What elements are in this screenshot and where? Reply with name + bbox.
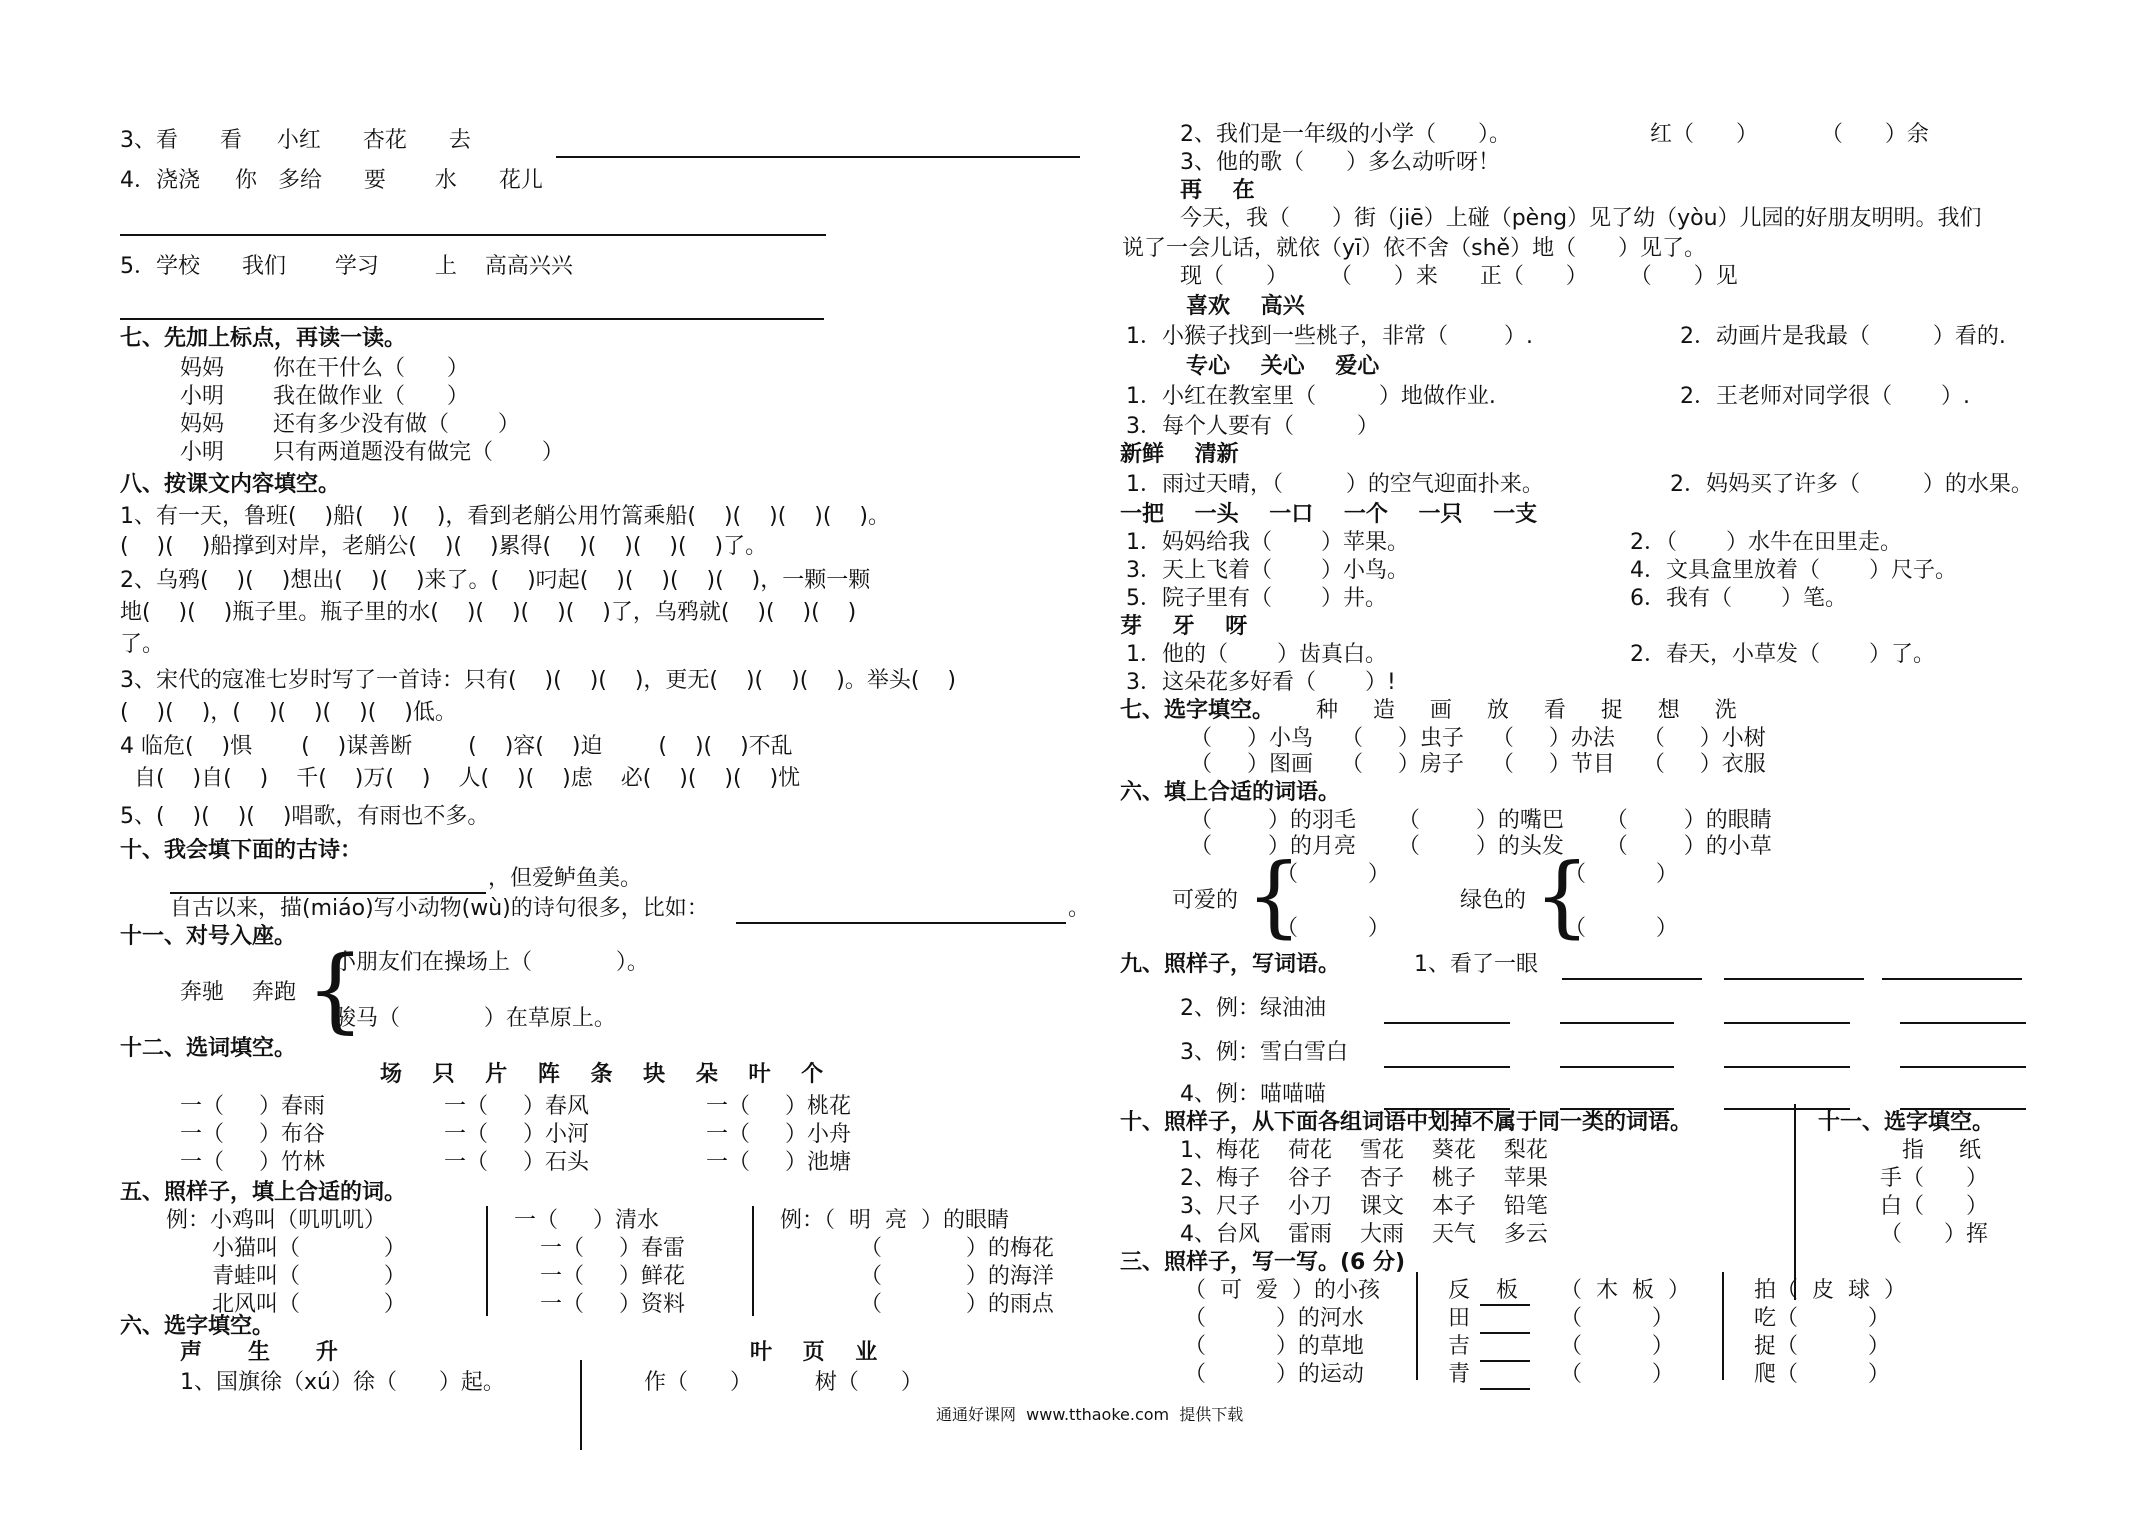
word-choices: 叶 页 业: [750, 1340, 878, 1365]
answer-line: [1560, 1066, 1674, 1068]
answer-line: [1384, 1066, 1510, 1068]
fill-item: 现（ ） （ ）来 正（ ） （ ）见: [1180, 264, 1738, 289]
answer-line: [120, 234, 826, 236]
measure-item: 一（ ）石头: [444, 1150, 589, 1175]
section-title: 六、选字填空。: [120, 1314, 275, 1339]
section-title: 十二、选词填空。: [120, 1036, 297, 1061]
poem-prompt: 自古以来，描(miáo)写小动物(wù)的诗句很多，比如：: [170, 896, 709, 921]
example-item: 例：小鸡叫（叽叽叽）: [166, 1208, 387, 1233]
fill-item: （ ）: [1276, 916, 1390, 941]
word-choices: 种 造 画 放 看 捉 想 洗: [1316, 698, 1737, 723]
answer-line: [1480, 1388, 1530, 1390]
divider: [1416, 1272, 1418, 1380]
word-choices: 指 纸: [1902, 1138, 1981, 1163]
measure-item: 一（ ）池塘: [706, 1150, 851, 1175]
word-row: 3、尺子 小刀 课文 本子 铅笔: [1180, 1194, 1548, 1219]
fill-item: 白（ ）: [1880, 1194, 1988, 1219]
section-title: 七、先加上标点，再读一读。: [120, 326, 407, 351]
dialogue-line: 小明 我在做作业（ ）: [180, 384, 469, 409]
fill-item: 一（ ）鲜花: [540, 1264, 685, 1289]
word-row: 2、梅子 谷子 杏子 桃子 苹果: [1180, 1166, 1548, 1191]
fill-line: 1、有一天，鲁班( )船( )( )，看到老艄公用竹篙乘船( )( )( )( )。: [120, 504, 890, 529]
question-5: 5．学校 我们 学习 上 高高兴兴: [120, 254, 573, 279]
radical-char: 田: [1448, 1306, 1471, 1331]
answer-line: [1480, 1360, 1530, 1362]
fill-item: 5．院子里有（ ）井。: [1126, 586, 1387, 611]
fill-row: （ ）小鸟 （ ）虫子 （ ）办法 （ ）小树: [1190, 726, 1766, 751]
fill-item: 1．雨过天晴，（ ）的空气迎面扑来。: [1126, 472, 1544, 497]
footer-text: 通通好课网 www.tthaoke.com 提供下载: [936, 1405, 1244, 1424]
divider: [486, 1206, 488, 1316]
fill-item: 3．每个人要有（ ）: [1126, 414, 1379, 439]
fill-item: 一（ ）春雷: [540, 1236, 685, 1261]
measure-item: 一（ ）春风: [444, 1094, 589, 1119]
fill-item: （ ）: [1276, 862, 1390, 887]
answer-line: [1900, 1022, 2026, 1024]
sentence: 小朋友们在操场上（ ）。: [334, 950, 649, 975]
example-item: 4、例：喵喵喵: [1180, 1082, 1326, 1107]
fill-item: 一（ ）清水: [514, 1208, 659, 1233]
word-choices: 一把 一头 一口 一个 一只 一支: [1120, 502, 1538, 527]
section-title: 十、照样子，从下面各组词语中划掉不属于同一类的词语。: [1120, 1110, 1693, 1135]
answer-line: [170, 892, 486, 894]
fill-line: 5、( )( )( )唱歌，有雨也不多。: [120, 804, 490, 829]
paragraph-line: 今天，我（ ）街（jiē）上碰（pèng）见了幼（yòu）儿园的好朋友明明。我们: [1180, 206, 1982, 231]
section-title: 八、按课文内容填空。: [120, 472, 341, 497]
answer-line: [1900, 1066, 2026, 1068]
fill-item: （ ）的河水: [1184, 1306, 1364, 1331]
fill-line: 自( )自( ) 千( )万( ) 人( )( )虑 必( )( )( )忧: [120, 766, 801, 791]
question-3: 3、看 看 小红 杏花 去: [120, 128, 471, 153]
divider: [1722, 1272, 1724, 1380]
fill-item: 1．小猴子找到一些桃子，非常（ ）.: [1126, 324, 1533, 349]
fill-row: （ ）图画 （ ）房子 （ ）节目 （ ）衣服: [1190, 752, 1766, 777]
example-item: 2、例：绿油油: [1180, 996, 1326, 1021]
example-item: 例：（ 明 亮 ）的眼睛: [780, 1208, 1009, 1233]
fill-line: 2、乌鸦( )( )想出( )( )来了。( )叼起( )( )( )( )，一颗一颗: [120, 568, 871, 593]
example-item: 3、例：雪白雪白: [1180, 1040, 1348, 1065]
paragraph-line: 说了一会儿话，就依（yī）依不舍（shě）地（ ）见了。: [1122, 236, 1707, 261]
example-char: 板: [1496, 1278, 1519, 1303]
word-row: 4、台风 雷雨 大雨 天气 多云: [1180, 1222, 1548, 1247]
fill-item: 拍（ 皮 球 ）: [1754, 1278, 1906, 1303]
divider: [580, 1360, 582, 1450]
measure-item: 一（ ）竹林: [180, 1150, 325, 1175]
word-choices: 再 在: [1180, 178, 1255, 203]
brace-icon: {: [1534, 844, 1590, 947]
fill-item: 捉（ ）: [1754, 1334, 1890, 1359]
word-choices: 场 只 片 阵 条 块 朵 叶 个: [380, 1062, 824, 1087]
brace-icon: {: [1246, 844, 1302, 947]
measure-item: 一（ ）布谷: [180, 1122, 325, 1147]
fill-item: 1．他的（ ）齿真白。: [1126, 642, 1387, 667]
word-choices: 奔驰 奔跑: [180, 980, 296, 1005]
fill-item: 吃（ ）: [1754, 1306, 1890, 1331]
answer-line: [1384, 1022, 1510, 1024]
fill-line: 地( )( )瓶子里。瓶子里的水( )( )( )( )了，乌鸦就( )( )( ): [120, 600, 857, 625]
divider: [752, 1206, 754, 1316]
word-choices: 喜欢 高兴: [1186, 294, 1305, 319]
fill-item: （ ）的雨点: [860, 1292, 1054, 1317]
answer-line: [1480, 1332, 1530, 1334]
brace-icon: {: [306, 936, 365, 1043]
section-title: 七、选字填空。: [1120, 698, 1275, 723]
answer-line: [1562, 978, 1702, 980]
fill-item: 2．春天，小草发（ ）了。: [1630, 642, 1935, 667]
sentence: 骏马（ ）在草原上。: [334, 1006, 616, 1031]
fill-item: （ ）: [1560, 1362, 1674, 1387]
fill-item: 3．这朵花多好看（ ）!: [1126, 670, 1396, 695]
fill-item: 手（ ）: [1880, 1166, 1988, 1191]
example-item: 1、看了一眼: [1414, 952, 1538, 977]
fill-item: （ ）: [1564, 862, 1678, 887]
fill-item: （ 可 爱 ）的小孩: [1184, 1278, 1380, 1303]
word-row: 1、梅花 荷花 雪花 葵花 梨花: [1180, 1138, 1548, 1163]
fill-item: 1．妈妈给我（ ）苹果。: [1126, 530, 1409, 555]
measure-item: 一（ ）小河: [444, 1122, 589, 1147]
fill-row: （ ）的月亮 （ ）的头发 （ ）的小草: [1190, 834, 1772, 859]
fill-line: ( )( )船撑到对岸，老艄公( )( )累得( )( )( )( )了。: [120, 534, 768, 559]
fill-item: 爬（ ）: [1754, 1362, 1890, 1387]
answer-line: [736, 922, 1066, 924]
fill-item: 2．妈妈买了许多（ ）的水果。: [1670, 472, 2033, 497]
fill-item: （ ）: [1560, 1334, 1674, 1359]
answer-line: [1724, 1022, 1850, 1024]
fill-item: 3、他的歌（ ）多么动听呀！: [1180, 150, 1500, 175]
measure-item: 一（ ）桃花: [706, 1094, 851, 1119]
answer-line: [120, 318, 824, 320]
divider: [1794, 1104, 1796, 1300]
fill-item: （ 木 板 ）: [1560, 1278, 1690, 1303]
fill-item: 作（ ） 树（ ）: [644, 1370, 923, 1395]
word-choices: 新鲜 清新: [1120, 442, 1239, 467]
word-label: 绿色的: [1460, 888, 1527, 913]
fill-item: 2．王老师对同学很（ ）.: [1680, 384, 1970, 409]
answer-line: [1724, 1066, 1850, 1068]
word-choices: 芽 牙 呀: [1120, 614, 1248, 639]
dialogue-line: 小明 只有两道题没有做完（ ）: [180, 440, 564, 465]
fill-item: （ ）的梅花: [860, 1236, 1054, 1261]
fill-line: 了。: [120, 632, 165, 657]
fill-item: （ ）的运动: [1184, 1362, 1364, 1387]
section-title: 十一、对号入座。: [120, 924, 297, 949]
dialogue-line: 妈妈 你在干什么（ ）: [180, 356, 469, 381]
question-4: 4．浇浇 你 多给 要 水 花儿: [120, 168, 543, 193]
section-title: 五、照样子，填上合适的词。: [120, 1180, 407, 1205]
word-label: 可爱的: [1172, 888, 1239, 913]
radical-char: 青: [1448, 1362, 1471, 1387]
fill-item: 1、国旗徐（xú）徐（ ）起。: [180, 1370, 505, 1395]
measure-item: 一（ ）小舟: [706, 1122, 851, 1147]
measure-item: 一（ ）春雨: [180, 1094, 325, 1119]
section-title: 十、我会填下面的古诗：: [120, 838, 363, 863]
fill-item: 2．（ ）水牛在田里走。: [1630, 530, 1902, 555]
fill-item: 2、我们是一年级的小学（ ）。: [1180, 122, 1511, 147]
fill-item: 一（ ）资料: [540, 1292, 685, 1317]
section-title: 六、填上合适的词语。: [1120, 780, 1341, 805]
fill-line: 4 临危( )惧 ( )谋善断 ( )容( )迫 ( )( )不乱: [120, 734, 793, 759]
answer-line: [1882, 978, 2022, 980]
word-choices: 声 生 升: [180, 1340, 338, 1365]
fill-item: 6．我有（ ）笔。: [1630, 586, 1847, 611]
dialogue-line: 妈妈 还有多少没有做（ ）: [180, 412, 520, 437]
fill-line: ( )( )，( )( )( )( )低。: [120, 700, 457, 725]
answer-line: [556, 156, 1080, 158]
fill-item: （ ）: [1564, 916, 1678, 941]
fill-item: 4．文具盒里放着（ ）尺子。: [1630, 558, 1957, 583]
fill-item: 小猫叫（ ）: [212, 1236, 406, 1261]
section-title: 十一、选字填空。: [1818, 1110, 1995, 1135]
fill-item: （ ）的海洋: [860, 1264, 1054, 1289]
radical-char: 反: [1448, 1278, 1471, 1303]
section-title: 三、照样子，写一写。(6 分): [1120, 1250, 1406, 1275]
radical-char: 吉: [1448, 1334, 1471, 1359]
answer-line: [1560, 1022, 1674, 1024]
section-title: 九、照样子，写词语。: [1120, 952, 1341, 977]
poem-line: ，但爱鲈鱼美。: [488, 866, 643, 891]
fill-item: 北风叫（ ）: [212, 1292, 406, 1317]
fill-row: （ ）的羽毛 （ ）的嘴巴 （ ）的眼睛: [1190, 808, 1772, 833]
answer-line: [1724, 978, 1864, 980]
fill-item: （ ）挥: [1880, 1222, 1988, 1247]
fill-item: 红（ ） （ ）余: [1650, 122, 1929, 147]
fill-item: （ ）: [1560, 1306, 1674, 1331]
word-choices: 专心 关心 爱心: [1186, 354, 1380, 379]
fill-item: （ ）的草地: [1184, 1334, 1364, 1359]
poem-end: 。: [1068, 896, 1091, 921]
fill-item: 2．动画片是我最（ ）看的.: [1680, 324, 2006, 349]
fill-line: 3、宋代的寇准七岁时写了一首诗：只有( )( )( )，更无( )( )( )。举头( ): [120, 668, 956, 693]
fill-item: 1．小红在教室里（ ）地做作业.: [1126, 384, 1496, 409]
fill-item: 3．天上飞着（ ）小鸟。: [1126, 558, 1409, 583]
fill-item: 青蛙叫（ ）: [212, 1264, 406, 1289]
answer-line: [1480, 1304, 1530, 1306]
